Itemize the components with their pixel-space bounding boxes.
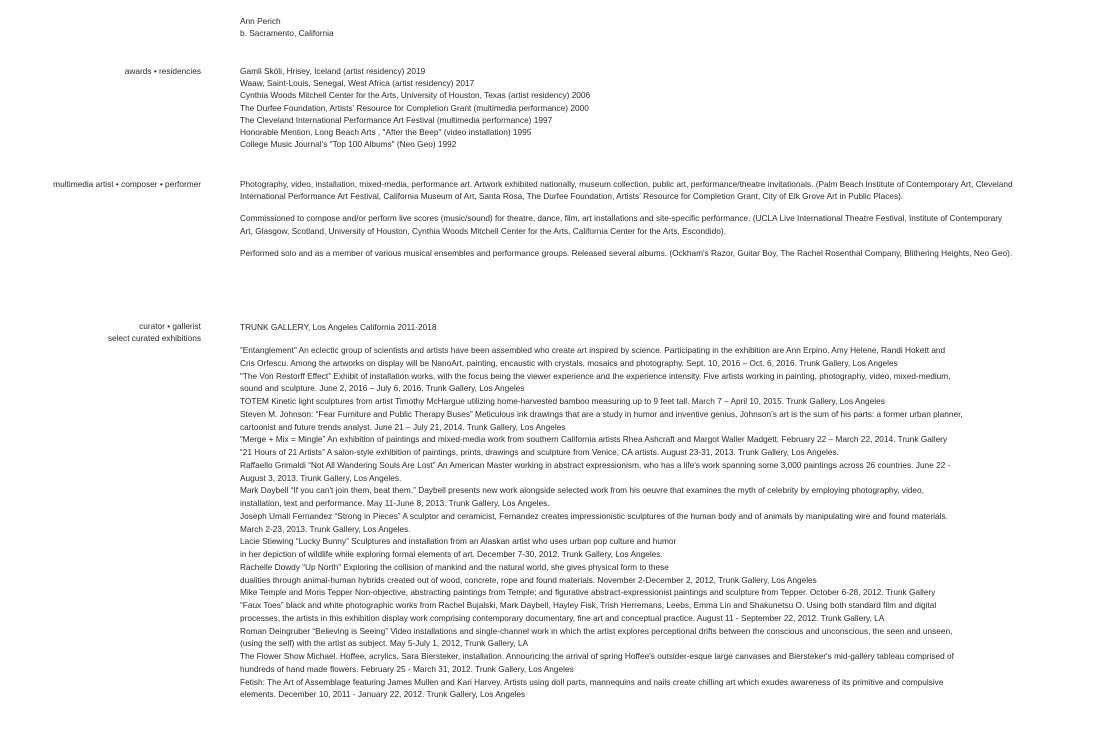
exhibition-line: “21 Hours of 21 Artists” A salon-style exhibition of paintings, prints, drawings and sculpture from Venice, CA artists. August 23-31, 2013. Trunk Gallery, Los Angeles. xyxy=(240,447,839,457)
curator-label-line: select curated exhibitions xyxy=(107,333,201,343)
curator-label xyxy=(108,320,201,344)
curator-label-line: curator • gallerist xyxy=(139,321,201,331)
exhibition-line: Roman Deingruber “Believing is Seeing” Video installations and single-channel work in which the artist explores perceptional drifts between the conscious and unconscious, the seen and unseen, xyxy=(240,625,953,636)
exhibition-line: Lacie Stiewing “Lucky Bunny” Sculptures and installation from an Alaskan artist who uses urban pop culture and humor xyxy=(240,536,677,547)
award-item: The Durfee Foundation, Artists' Resource for Completion Grant (multimedia performance) 2000 xyxy=(240,102,589,113)
header-block xyxy=(240,15,1040,39)
multimedia-paragraph: Performed solo and as a member of various musical ensembles and performance groups. Released several albums. (Ockham's Razor, Guitar Boy, The Rachel Rosenthal Company, Blithering Heights, Neo Geo). xyxy=(240,247,1013,258)
multimedia-paragraph: Photography, video, installation, mixed-media, performance art. Artwork exhibited nationally, museum collection, public art, performance/theatre invitationals. (Palm Beach Institute of Contemporary Art, Cleveland International Performance Art Festival, California Museum of Art, Santa Rosa, The Durfee Foundation, Artists' Resource for Completion Grant, City of Elk Grove Art in Public Places). xyxy=(240,179,1013,202)
exhibition-line: Mike Temple and Moris Tepper Non-objective, abstracting paintings from Temple; and figurative abstract-expressionist paintings and sculpture from Tepper. October 6-28, 2012. Trunk Gallery xyxy=(240,587,936,598)
gallery-heading: TRUNK GALLERY, Los Angeles California 2011-2018 xyxy=(240,322,437,332)
exhibition-line: “Merge + Mix = Mingle” An exhibition of paintings and mixed-media work from southern California artists Rhea Ashcraft and Margot Waller Madgett. February 22 – March 22, 2014. Trunk Gallery xyxy=(240,434,948,445)
exhibitions-list xyxy=(240,344,1040,701)
multimedia-paragraph: Commissioned to compose and/or perform live scores (music/sound) for theatre, dance, film, art installations and site-specific performance. (UCLA Live International Theatre Festival, Institute of Contemporary Art, Glasgow, Scotland, University of Houston, Cynthia Woods Mitchell Center for the Arts, California Center for the Arts, Escondido). xyxy=(240,213,1003,236)
awards-label: awards • residencies xyxy=(124,66,201,76)
award-item: College Music Journal's "Top 100 Albums" (Neo Geo) 1992 xyxy=(240,139,457,150)
artist-name: Ann Perich xyxy=(240,16,281,26)
exhibition-line: The Flower Show Michael. Hoffee, acrylics, Sara Biersteker, installation. Announcing the arrival of spring Hoffee's outsider-esque large canvases and Biersteker's mid-gallery tableau comprised of xyxy=(240,651,954,661)
award-item: The Cleveland International Performance Art Festival (multimedia performance) 1997 xyxy=(240,114,553,125)
exhibition-line: Fetish: The Art of Assemblage featuring James Mullen and Kari Harvey. Artists using doll parts, mannequins and nails create chilling art which exudes awareness of its primitive and compulsive xyxy=(240,676,944,687)
multimedia-label: multimedia artist • composer • performer xyxy=(53,179,201,189)
gallery-heading-block xyxy=(240,321,1040,333)
exhibition-line: “The Von Restorff Effect” Exhibit of installation works, with the focus being the viewer experience and the experience intensity. Five artists working in painting, photography, video, mixed-medium, xyxy=(240,370,951,381)
exhibition-line: Raffaello Grimaldi “Not All Wandering Souls Are Lost” An American Master working in abstract expressionism, who has a life's work spanning some 3,000 paintings across 26 countries. June 22 - xyxy=(240,459,951,470)
exhibition-line: elements. December 10, 2011 - January 22, 2012. Trunk Gallery, Los Angeles xyxy=(240,689,526,700)
exhibition-line: hundreds of hand made flowers. February 25 - March 31, 2012. Trunk Gallery, Los Angeles xyxy=(240,663,574,674)
awards-list xyxy=(240,65,1040,150)
award-item: Gamli Skóli, Hrisey, Iceland (artist residency) 2019 xyxy=(240,66,426,76)
exhibition-line: August 3, 2013. Trunk Gallery, Los Angeles. xyxy=(240,472,402,483)
exhibition-line: March 2-23, 2013. Trunk Gallery, Los Angeles. xyxy=(240,523,411,534)
award-item: Waaw, Saint-Louis, Senegal, West Africa (artist residency) 2017 xyxy=(240,78,475,89)
exhibition-line: (using the self) with the artist as subject. May 5-July 1, 2012, Trunk Gallery, LA xyxy=(240,638,529,649)
multimedia-block xyxy=(240,178,1015,269)
exhibition-line: in her depiction of wildlife while exploring formal elements of art. December 7-30, 2012. Trunk Gallery, Los Angeles. xyxy=(240,549,663,559)
exhibition-line: Rachelle Dowdy “Up North” Exploring the collision of mankind and the natural world, she gives physical form to these xyxy=(240,561,669,572)
exhibition-line: installation, text and performance. May 11-June 8, 2013. Trunk Gallery, Los Angeles. xyxy=(240,498,550,508)
exhibition-line: cartoonist and future trends analyst. June 21 – July 21, 2014. Trunk Gallery, Los Angeles xyxy=(240,421,566,432)
exhibition-line: Joseph Umali Fernandez “Strong in Pieces” A sculptor and ceramicist, Fernandez creates impressionistic sculptures of the human body and of animals by manipulating wire and found materials. xyxy=(240,510,948,521)
exhibition-line: sound and sculpture. June 2, 2016 – July 6, 2016. Trunk Gallery, Los Angeles xyxy=(240,383,525,394)
award-item: Cynthia Woods Mitchell Center for the Arts, University of Houston, Texas (artist residency) 2006 xyxy=(240,90,591,101)
birthplace: b. Sacramento, California xyxy=(240,28,334,39)
exhibition-line: “Faux Toes” black and white photographic works from Rachel Bujalski, Mark Daybell, Hayley Fisk, Trish Herremans, Leebs, Emma Lin and Shakunetsu O. Using both standard film and digital xyxy=(240,600,937,610)
exhibition-line: Mark Daybell “If you can't join them, beat them.” Daybell presents new work alongside selected work from his oeuvre that examines the myth of celebrity by employing photography, video, xyxy=(240,485,924,496)
exhibition-line: Steven M. Johnson: “Fear Furniture and Public Therapy Buses” Meticulous ink drawings that are a study in humor and inventive genius, Johnson's art is the sum of his parts: a former urban planner, xyxy=(240,408,963,419)
exhibition-line: TOTEM Kinetic light sculptures from artist Timothy McHargue utilizing home-harvested bamboo measuring up to 9 feet tall. March 7 – April 10, 2015. Trunk Gallery, Los Angeles xyxy=(240,396,885,406)
exhibition-line: dualities through animal-human hybrids created out of wood, concrete, rope and found materials. November 2-December 2, 2012, Trunk Gallery, Los Angeles xyxy=(240,574,817,585)
exhibition-line: Cris Orfescu. Among the artworks on display will be NanoArt, painting, encaustic with crystals, mosaics and photography. Sept. 10, 2016 – Oct. 6, 2016. Trunk Gallery, Los Angeles xyxy=(240,357,898,368)
exhibition-line: “Entanglement” An eclectic group of scientists and artists have been assembled who create art inspired by science. Participating in the exhibition are Ann Erpino, Amy Helene, Randi Hokett and xyxy=(240,345,946,355)
exhibition-line: processes, the artists in this exhibition display work comprising contemporary documentary, fine art and conceptual practice. August 11 - September 22, 2012. Trunk Gallery, LA xyxy=(240,612,885,623)
award-item: Honorable Mention, Long Beach Arts , "After the Beep" (video installation) 1995 xyxy=(240,127,532,138)
